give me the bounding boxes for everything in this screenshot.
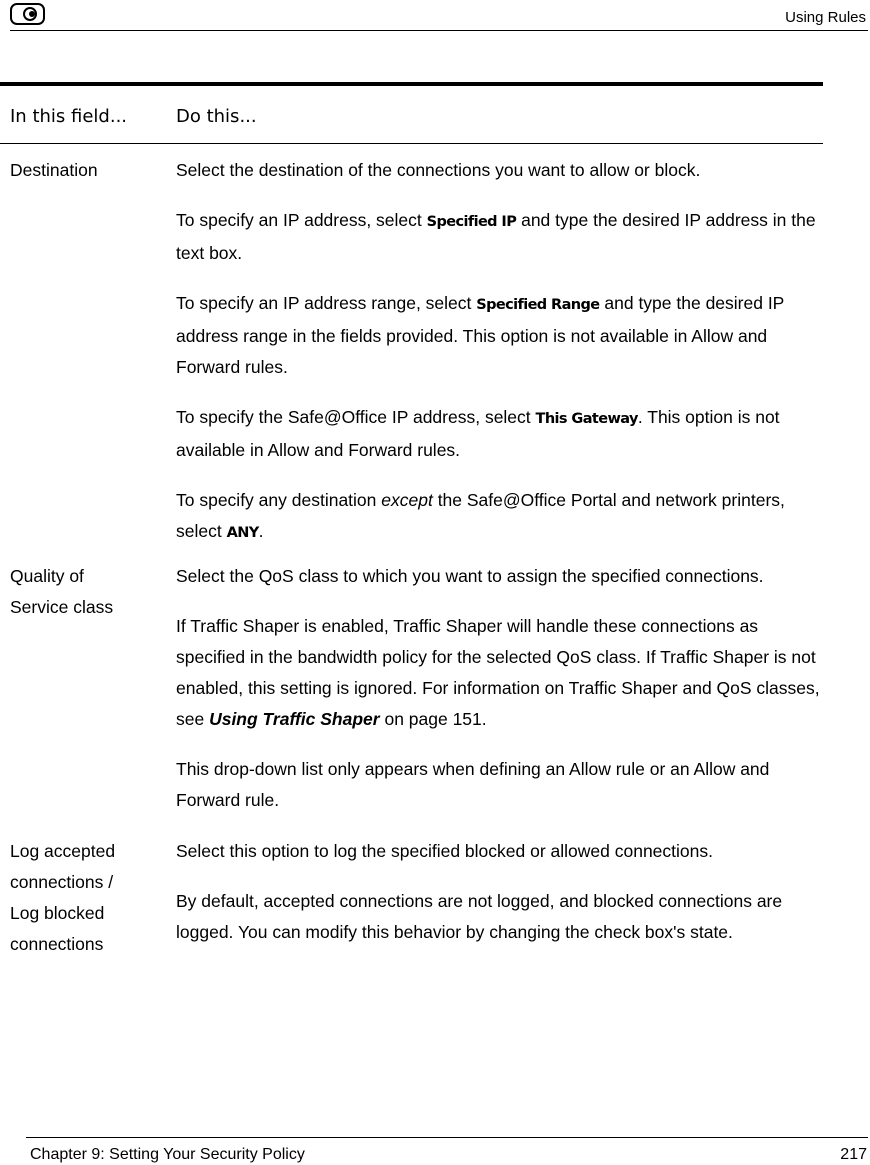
safe-at-office-logo-icon: [10, 3, 45, 25]
table-top-rule: [0, 82, 823, 86]
footer-chapter-title: Chapter 9: Setting Your Security Policy: [30, 1146, 305, 1163]
header-divider: [10, 30, 868, 31]
column-header-action: Do this...: [176, 106, 257, 127]
paragraph: To specify an IP address range, select Specified Range and type the desired IP address range in the fields provided. This option is not available in Allow and Forward rules.: [176, 293, 785, 377]
ui-term: ANY: [226, 525, 259, 541]
paragraph: Select the QoS class to which you want to assign the specified connections.: [176, 566, 764, 586]
running-header-title: Using Rules: [785, 9, 866, 26]
column-header-field: In this field...: [10, 106, 128, 127]
table-header-rule: [0, 143, 823, 144]
field-label-line: Service class: [10, 597, 114, 617]
desc-qos-class: [176, 561, 821, 835]
field-label-line: Log blocked: [10, 903, 105, 923]
ui-term: Specified Range: [476, 297, 600, 313]
field-label-line: connections /: [10, 872, 114, 892]
paragraph: Select the destination of the connections you want to allow or block.: [176, 160, 701, 180]
field-label-line: Destination: [10, 160, 98, 180]
desc-destination: [176, 155, 821, 568]
paragraph: To specify the Safe@Office IP address, select This Gateway. This option is not available in Allow and Forward rules.: [176, 407, 780, 460]
paragraph: To specify an IP address, select Specified IP and type the desired IP address in the text box.: [176, 210, 816, 263]
page-number: 217: [840, 1146, 867, 1163]
field-log-connections: [10, 836, 160, 960]
field-destination: [10, 155, 160, 186]
footer-divider: [26, 1137, 868, 1138]
field-qos-class: [10, 561, 160, 623]
paragraph: By default, accepted connections are not logged, and blocked connections are logged. You can modify this behavior by changing the check box's state.: [176, 891, 783, 942]
field-label-line: Quality of: [10, 566, 84, 586]
paragraph: Select this option to log the specified blocked or allowed connections.: [176, 841, 713, 861]
cross-reference-link[interactable]: Using Traffic Shaper: [209, 709, 380, 729]
ui-term: Specified IP: [426, 214, 517, 230]
field-label-line: Log accepted: [10, 841, 116, 861]
ui-term: This Gateway: [535, 411, 638, 427]
paragraph: If Traffic Shaper is enabled, Traffic Shaper will handle these connections as specified in the bandwidth policy for the selected QoS class. If Traffic Shaper is not enabled, this setting is ignored. For information on Traffic Shaper and QoS classes, see Using Traffic Shaper on page 151.: [176, 616, 820, 729]
desc-log-connections: [176, 836, 821, 967]
paragraph: To specify any destination except the Safe@Office Portal and network printers, select ANY.: [176, 490, 785, 541]
field-label-line: connections: [10, 934, 104, 954]
paragraph: This drop-down list only appears when defining an Allow rule or an Allow and Forward rule.: [176, 759, 770, 810]
